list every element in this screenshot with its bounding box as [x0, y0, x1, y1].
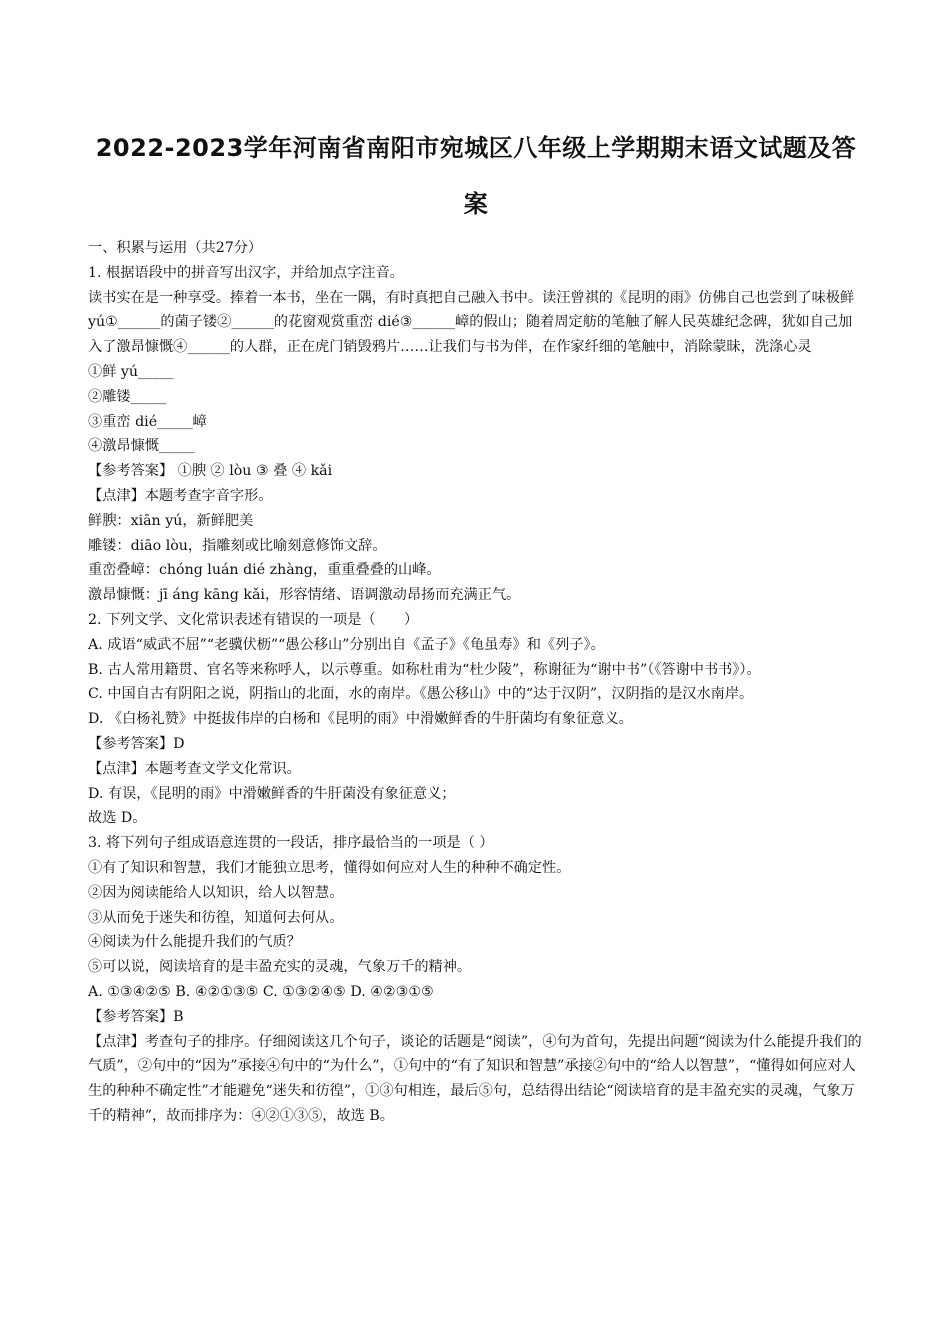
question-1-stem: 1. 根据语段中的拼音写出汉字，并给加点字注音。 — [88, 264, 404, 281]
question-1-answer: 【参考答案】 ①腴 ② lòu ③ 叠 ④ kǎi — [88, 463, 333, 480]
explanation-line: 激昂慷慨：jī áng kāng kǎi，形容情绪、语调激动昂扬而充满正气。 — [88, 587, 521, 604]
question-2-stem: 2. 下列文学、文化常识表述有错误的一项是（ ） — [88, 611, 419, 628]
explanation-line: D. 有误，《昆明的雨》中滑嫩鲜香的牛肝菌没有象征意义； — [88, 785, 456, 802]
question-3-sentence-4: ④阅读为什么能提升我们的气质？ — [88, 934, 301, 951]
question-3-sentence-3: ③从而免于迷失和彷徨，知道何去何从。 — [88, 909, 344, 926]
question-3-options: A. ①③④②⑤ B. ④②①③⑤ C. ①③②④⑤ D. ④②③①⑤ — [88, 983, 434, 1000]
question-3-answer: 【参考答案】B — [88, 1008, 184, 1025]
question-2-explanation: 【点津】本题考查文学文化常识。 — [88, 760, 301, 777]
explanation-line: 鲜腴：xiān yú，新鲜肥美 — [88, 512, 254, 529]
question-2-option-c: C. 中国自古有阴阳之说，阴指山的北面，水的南岸。《愚公移山》中的“达于汉阴”，汉阴指的是汉水南岸。 — [88, 686, 754, 703]
section-heading: 一、积累与运用（共27分） — [88, 240, 263, 256]
question-1-blank-4: ④激昂慷慨_____ — [88, 438, 195, 455]
explanation-line: 故选 D。 — [88, 810, 147, 827]
question-1-passage: 读书实在是一种享受。捧着一本书，坐在一隅，有时真把自己融入书中。读汪曾祺的《昆明的雨》仿佛自己也尝到了味极鲜 yú①______的菌子镂②______的花窗观赏重峦 dié③______嶂的假山；随着周定舫的笔触了解人民英雄纪念碑，犹如自己加入了激昂慷慨④______的人群，正在虎门销毁鸦片……让我们与书为伴，在作家纤细的笔触中，消除蒙昧，洗涤心灵 — [88, 289, 855, 356]
question-2-option-d: D. 《白杨礼赞》中挺拔伟岸的白杨和《昆明的雨》中滑嫩鲜香的牛肝菌均有象征意义。 — [88, 711, 633, 728]
question-2-option-b: B. 古人常用籍贯、官名等来称呼人，以示尊重。如称杜甫为“杜少陵”，称谢征为“谢中书”（《答谢中书书》）。 — [88, 661, 761, 678]
question-2-answer: 【参考答案】D — [88, 735, 185, 752]
explanation-line: 雕镂：diāo lòu，指雕刻或比喻刻意修饰文辞。 — [88, 537, 387, 554]
explanation-line: 重峦叠嶂：chóng luán dié zhàng，重重叠叠的山峰。 — [88, 562, 441, 579]
question-2-option-a: A. 成语“威武不屈”“老骥伏枥”“愚公移山”分别出自《孟子》《龟虽寿》和《列子》。 — [88, 636, 605, 653]
question-3-stem: 3. 将下列句子组成语意连贯的一段话，排序最恰当的一项是（ ） — [88, 835, 494, 852]
question-1-blank-1: ①鲜 yú_____ — [88, 363, 174, 380]
document-body — [88, 236, 864, 1129]
question-1-blank-3: ③重峦 dié_____嶂 — [88, 413, 207, 430]
question-1-explanation: 【点津】本题考查字音字形。 — [88, 487, 273, 504]
question-3-explanation: 【点津】考查句子的排序。仔细阅读这几个句子，谈论的话题是“阅读”，④句为首句，先提出问题“阅读为什么能提升我们的气质”，②句中的“因为”承接④句中的“为什么”，①句中的“有了知识和智慧”承接②句中的“给人以智慧”，“懂得如何应对人生的种种不确定性”才能避免“迷失和彷徨”，①③句相连，最后⑤句，总结得出结论“阅读培育的是丰盈充实的灵魂，气象万千的精神”，故而排序为：④②①③⑤，故选 B。 — [88, 1033, 862, 1124]
document-title: 2022-2023学年河南省南阳市宛城区八年级上学期期末语文试题及答案 — [95, 134, 857, 218]
question-3-sentence-1: ①有了知识和智慧，我们才能独立思考，懂得如何应对人生的种种不确定性。 — [88, 859, 571, 876]
question-3-sentence-5: ⑤可以说，阅读培育的是丰盈充实的灵魂，气象万千的精神。 — [88, 959, 472, 976]
question-1-blank-2: ②雕镂_____ — [88, 388, 167, 405]
question-3-sentence-2: ②因为阅读能给人以知识，给人以智慧。 — [88, 884, 344, 901]
